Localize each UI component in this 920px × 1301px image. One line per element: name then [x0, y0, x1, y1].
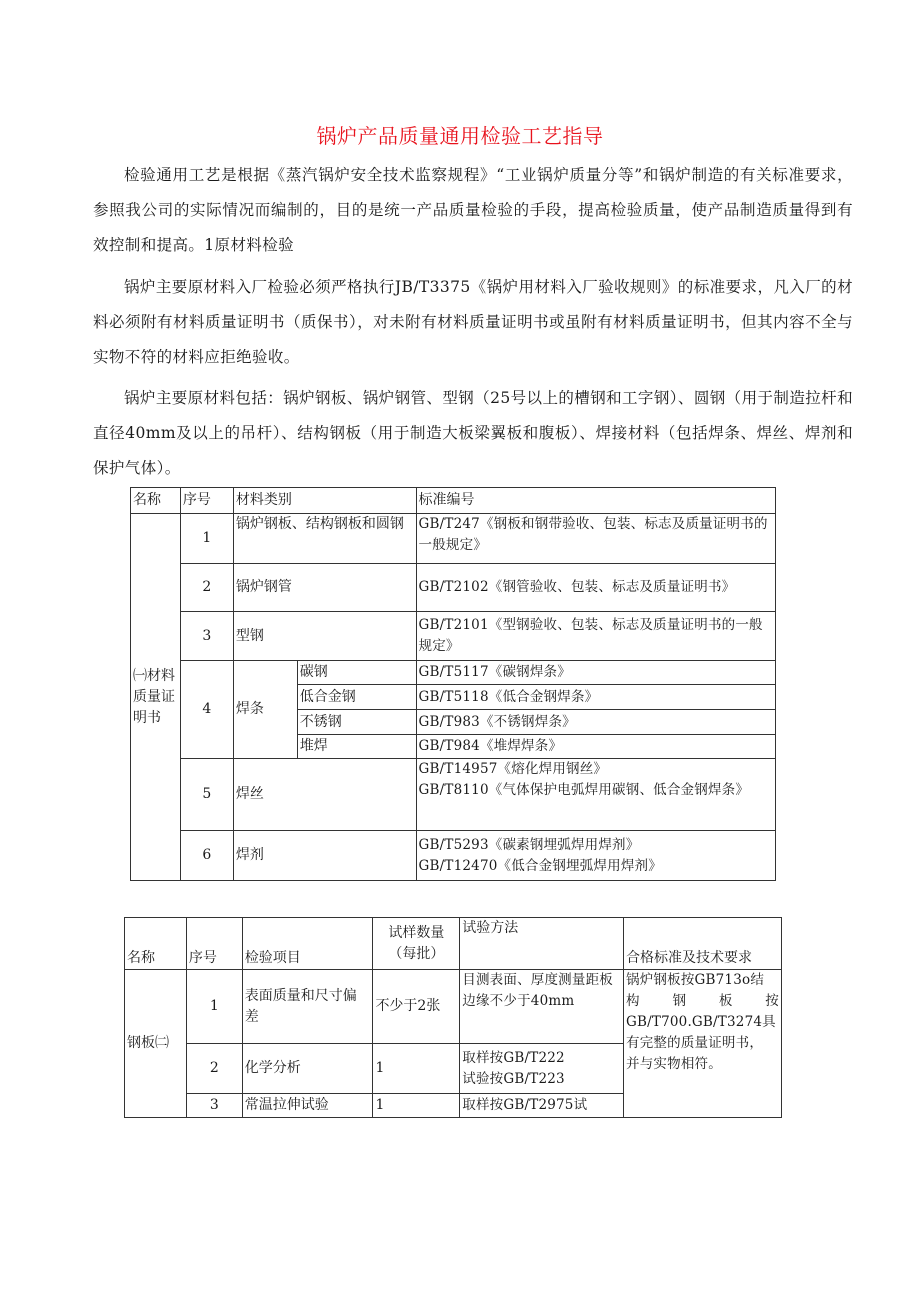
- steel-plate-inspection-table: [124, 917, 782, 1118]
- group-name-cell: 钢板㈡: [125, 970, 187, 1118]
- group-name-cell: ㈠材料质量证明书: [131, 514, 181, 881]
- qualification-standard-cell: 锅炉钢板按GB713o结 构钢板按 GB/T700.GB/T3274具 有完整的质量证明书， 并与实物相符。: [624, 970, 782, 1118]
- header-method: 试验方法: [460, 918, 624, 970]
- table-row: 低合金钢 GB/T5118《低合金钢焊条》: [131, 685, 776, 710]
- header-standard: 标准编号: [416, 488, 775, 514]
- header-item: 检验项目: [242, 918, 373, 970]
- table-row: 2 化学分析 1 取样按GB/T222 试验按GB/T223: [125, 1044, 782, 1094]
- table-row: 6 焊剂 GB/T5293《碳素钢埋弧焊用焊剂》 GB/T12470《低合金钢埋弧焊用焊剂》: [131, 831, 776, 881]
- table-row: 2 锅炉钢管 GB/T2102《钢管验收、包装、标志及质量证明书》: [131, 564, 776, 612]
- table-row: 钢板㈡ 1 表面质量和尺寸偏差 不少于2张 目测表面、厚度测量距板边缘不少于40mm 锅炉钢板按GB713o结 构钢板按 GB/T700.GB/T3274具 有完整的质量证明书， 并与实物相符。: [125, 970, 782, 1044]
- table-row: 4 焊条 碳钢 GB/T5117《碳钢焊条》: [131, 661, 776, 685]
- header-no: 序号: [186, 918, 242, 970]
- table-row: 3 型钢 GB/T2101《型钢验收、包装、标志及质量证明书的一般规定》: [131, 612, 776, 661]
- paragraph-materials-list: 锅炉主要原材料包括：锅炉钢板、锅炉钢管、型钢（25号以上的槽钢和工字钢）、圆钢（用于制造拉杆和直径40mm及以上的吊杆）、结构钢板（用于制造大板梁翼板和腹板）、焊接材料（包括焊条、焊丝、焊剂和保护气体）。: [93, 389, 853, 477]
- table-row: 5 焊丝 GB/T14957《熔化焊用钢丝》 GB/T8110《气体保护电弧焊用碳钢、低合金钢焊条》: [131, 759, 776, 831]
- header-no: 序号: [180, 488, 233, 514]
- document-title: 锅炉产品质量通用检验工艺指导: [316, 124, 604, 148]
- header-standard: 合格标准及技术要求: [624, 918, 782, 970]
- material-certificate-table: [130, 487, 776, 881]
- header-name: 名称: [131, 488, 181, 514]
- header-category: 材料类别: [233, 488, 416, 514]
- table-row: 堆焊 GB/T984《堆焊焊条》: [131, 735, 776, 759]
- paragraph-intro: 检验通用工艺是根据《蒸汽锅炉安全技术监察规程》“工业锅炉质量分等”和锅炉制造的有关标准要求，参照我公司的实际情况而编制的，目的是统一产品质量检验的手段，提高检验质量，使产品制造质量得到有效控制和提高。1原材料检验: [93, 166, 853, 254]
- table-row: ㈠材料质量证明书 1 锅炉钢板、结构钢板和圆钢 GB/T247《钢板和钢带验收、包装、标志及质量证明书的一般规定》: [131, 514, 776, 564]
- header-qty: 试样数量（每批）: [373, 918, 460, 970]
- table-row: 3 常温拉伸试验 1 取样按GB/T2975试: [125, 1094, 782, 1118]
- paragraph-inspection-rule: 锅炉主要原材料入厂检验必须严格执行JB/T3375《锅炉用材料入厂验收规则》的标准要求，凡入厂的材料必须附有材料质量证明书（质保书），对未附有材料质量证明书或虽附有材料质量证明书，但其内容不全与实物不符的材料应拒绝验收。: [93, 278, 853, 366]
- header-name: 名称: [125, 918, 187, 970]
- table-row: 不锈钢 GB/T983《不锈钢焊条》: [131, 710, 776, 735]
